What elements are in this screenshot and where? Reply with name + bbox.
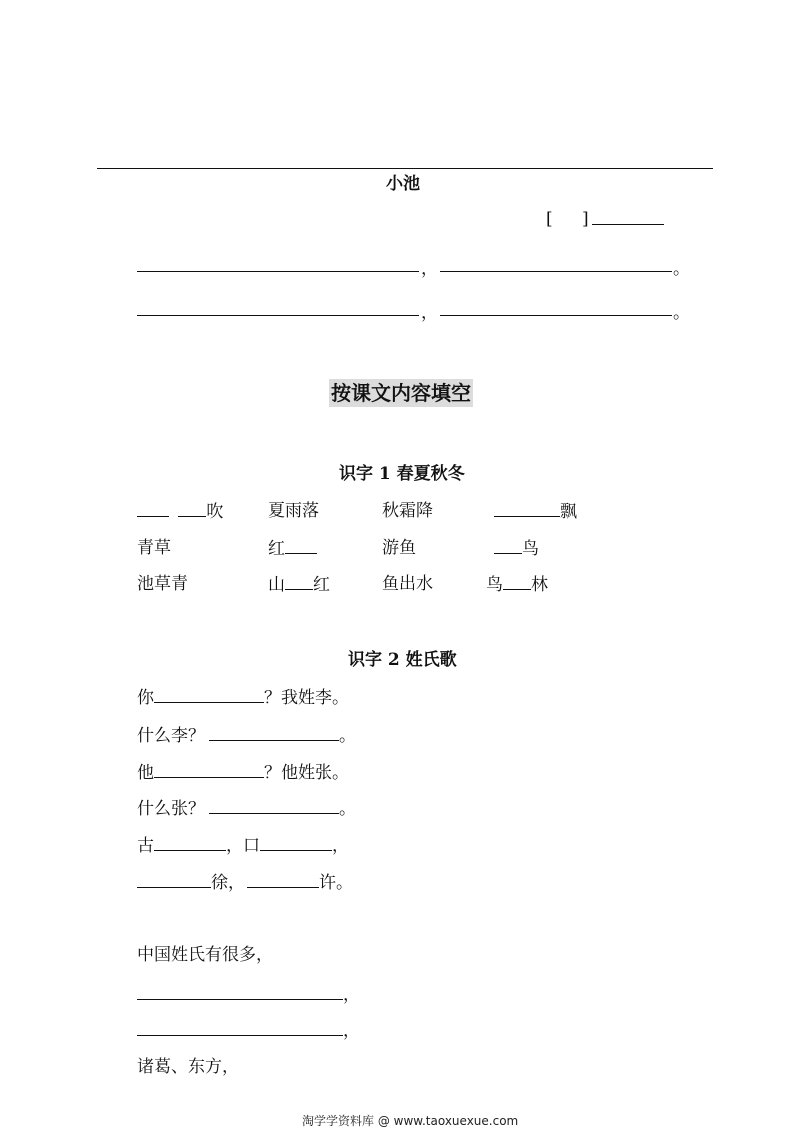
lesson1-row2-b-prefix: 红 (268, 539, 285, 559)
top-divider (97, 168, 713, 169)
poem-line-1-comma: ， (421, 259, 438, 279)
lesson2-line-4-suffix: 。 (339, 799, 356, 819)
lesson2-line-2 (137, 724, 356, 747)
lesson1-row1-d-suffix: 飘 (560, 502, 577, 522)
lesson1-row2-d (494, 537, 539, 560)
lesson2-line-2-prefix: 什么李？ (137, 726, 205, 746)
poem-line-2-period: 。 (673, 303, 690, 323)
poem-line-2-blank-b[interactable] (440, 315, 672, 316)
lesson2-line-1 (137, 686, 349, 709)
gu-b: 口 (243, 836, 260, 856)
stanza-intro: 中国姓氏有很多， (137, 945, 273, 965)
lesson2-line-3 (137, 761, 349, 784)
lesson1-row1-c: 秋霜降 (382, 501, 433, 521)
lesson1-row3-d (486, 573, 548, 596)
lesson1-row3-b-prefix: 山 (268, 575, 285, 595)
gu-a: 古 (137, 836, 154, 856)
bracket-left: [ (546, 209, 553, 229)
blank[interactable] (137, 1019, 343, 1036)
stanza-last: 诸葛、东方， (137, 1057, 239, 1077)
gu-end: ， (332, 836, 349, 856)
blank[interactable] (260, 834, 332, 851)
blank[interactable] (285, 537, 317, 554)
lesson1-row1-d (494, 500, 577, 523)
poem-title: 小池 (386, 174, 420, 194)
blank[interactable] (137, 983, 343, 1000)
blank[interactable] (154, 761, 264, 778)
lesson2-line-3-prefix: 他 (137, 763, 154, 783)
stanza-blank-1-end: ， (343, 985, 360, 1005)
lesson1-row2-c: 游鱼 (382, 538, 416, 558)
xu-a-suffix: 徐， (211, 873, 245, 893)
lesson2-line-3-suffix: ？他姓张。 (264, 763, 349, 783)
lesson2-line-4 (137, 797, 356, 820)
lesson1-row3-b-suffix: 红 (313, 575, 330, 595)
blank[interactable] (247, 871, 319, 888)
lesson2-xu-line (137, 871, 353, 894)
blank[interactable] (137, 871, 211, 888)
blank[interactable] (209, 724, 339, 741)
blank[interactable] (503, 573, 531, 590)
lesson1-row3-d-prefix: 鸟 (486, 575, 503, 595)
lesson1-title: 识字 1 春夏秋冬 (339, 464, 465, 484)
section-title: 按课文内容填空 (331, 381, 471, 405)
poem-line-1-blank-a[interactable] (137, 271, 419, 272)
blank[interactable] (494, 537, 522, 554)
lesson2-title: 识字 2 姓氏歌 (348, 650, 457, 670)
lesson1-row2-a: 青草 (137, 538, 171, 558)
lesson1-row1-b: 夏雨落 (268, 501, 319, 521)
lesson1-row3-a: 池草青 (137, 574, 188, 594)
lesson2-gu-line (137, 834, 349, 857)
xu-b-suffix: 许。 (319, 873, 353, 893)
lesson2-line-1-suffix: ？我姓李。 (264, 688, 349, 708)
footer-watermark: 淘学学资料库 @ www.taoxuexue.com (302, 1114, 519, 1128)
lesson1-row3-d-suffix: 林 (531, 575, 548, 595)
stanza-blank-1 (137, 983, 360, 1006)
bracket-right: ] (582, 209, 589, 229)
poem-line-1-period: 。 (673, 259, 690, 279)
lesson1-row2-d-suffix: 鸟 (522, 539, 539, 559)
author-blank[interactable] (592, 224, 664, 225)
gu-sep: ， (226, 836, 243, 856)
blank[interactable] (178, 500, 206, 517)
blank[interactable] (154, 686, 264, 703)
poem-line-1-blank-b[interactable] (440, 271, 672, 272)
lesson1-row1-a-suffix: 吹 (206, 502, 224, 522)
poem-line-2-comma: ， (421, 303, 438, 323)
lesson2-line-4-prefix: 什么张？ (137, 799, 205, 819)
lesson1-row3-c: 鱼出水 (382, 574, 433, 594)
stanza-blank-2-end: ， (343, 1021, 360, 1041)
blank[interactable] (154, 834, 226, 851)
lesson1-row2-b (268, 537, 317, 560)
lesson2-line-2-suffix: 。 (339, 726, 356, 746)
lesson1-row3-b (268, 573, 330, 596)
stanza-blank-2 (137, 1019, 360, 1042)
lesson1-row1-a (137, 500, 223, 523)
blank[interactable] (494, 500, 560, 517)
blank[interactable] (285, 573, 313, 590)
poem-line-2-blank-a[interactable] (137, 315, 419, 316)
blank[interactable] (137, 500, 169, 517)
blank[interactable] (209, 797, 339, 814)
lesson2-line-1-prefix: 你 (137, 688, 154, 708)
